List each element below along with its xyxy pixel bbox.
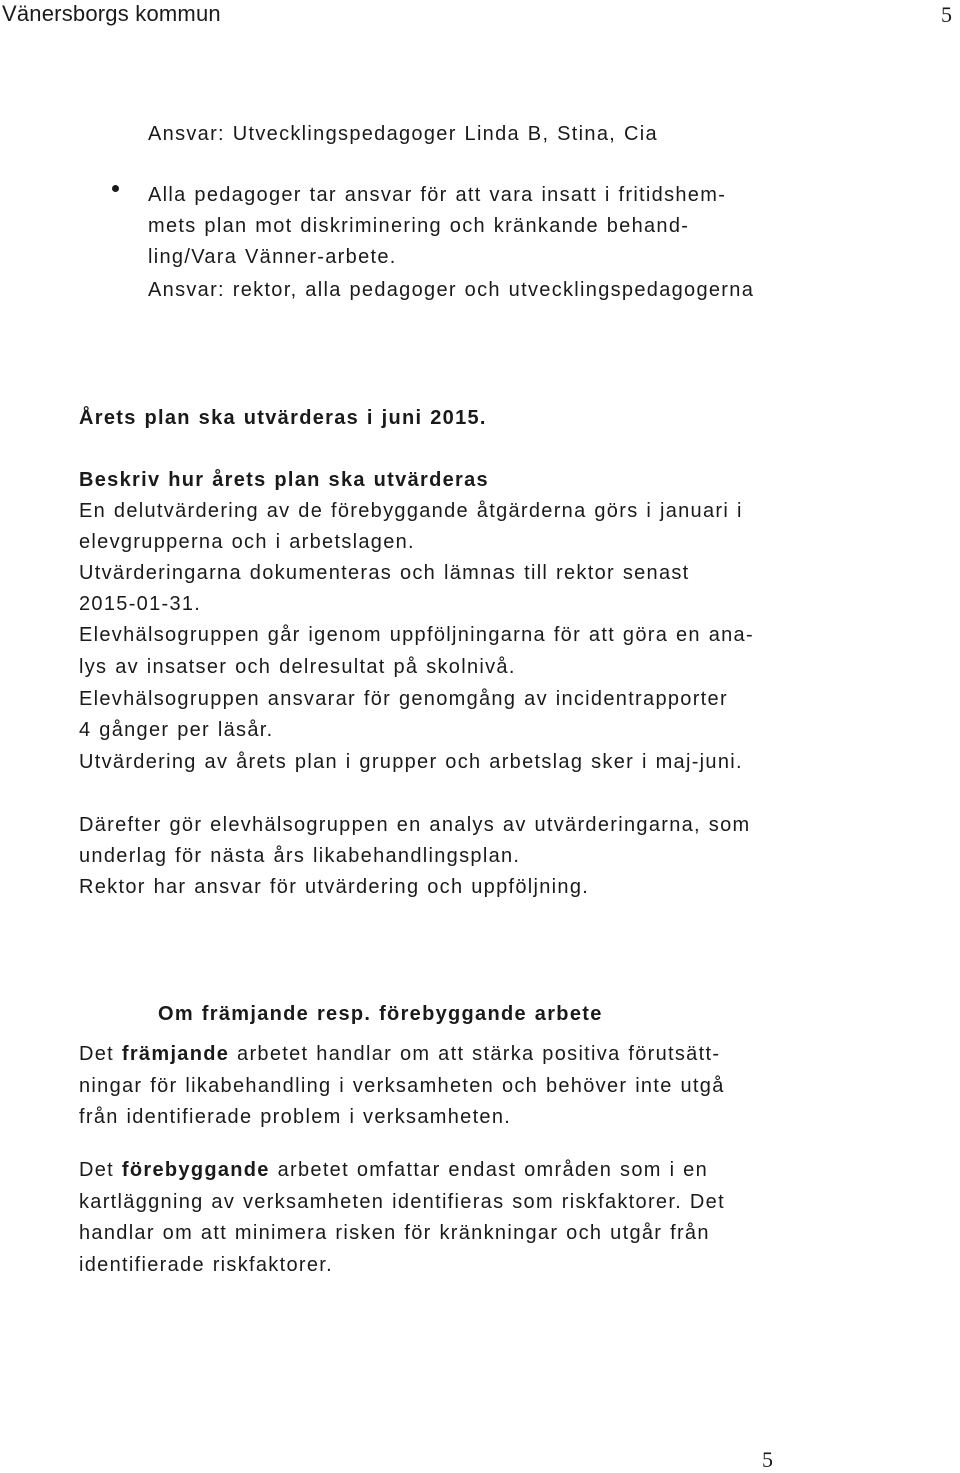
bullet-line-4: Ansvar: rektor, alla pedagoger och utvecklingspedagogerna [148,279,755,301]
followup-line: Därefter gör elevhälsogruppen en analys av utvärderingarna, som [79,814,751,836]
text-segment: Det [79,1159,122,1181]
emphasis-promoting: främjande [121,1043,230,1065]
evaluation-line: Elevhälsogruppen går igenom uppföljningarna för att göra en ana- [79,624,754,646]
evaluation-line: Utvärdering av årets plan i grupper och arbetslag sker i maj-juni. [79,751,743,773]
responsibility-line: Ansvar: Utvecklingspedagoger Linda B, Stina, Cia [148,123,658,145]
promotion-para2-line3: handlar om att minimera risken för kränkningar och utgår från [79,1222,710,1244]
promotion-para2-line4: identifierade riskfaktorer. [79,1254,333,1276]
footer-page-number: 5 [762,1447,773,1472]
promotion-para2-line1 [79,1155,708,1185]
bullet-line-1: Alla pedagoger tar ansvar för att vara insatt i fritidshem- [148,184,727,206]
evaluation-date: Årets plan ska utvärderas i juni 2015. [79,407,487,429]
evaluation-line: Elevhälsogruppen ansvarar för genomgång av incidentrapporter [79,688,728,710]
text-segment: Det [79,1043,122,1065]
evaluation-heading: Beskriv hur årets plan ska utvärderas [79,469,489,491]
followup-line: Rektor har ansvar för utvärdering och uppföljning. [79,876,590,898]
evaluation-line: 4 gånger per läsår. [79,719,274,741]
evaluation-line: Utvärderingarna dokumenteras och lämnas till rektor senast [79,562,690,584]
followup-line: underlag för nästa års likabehandlingsplan. [79,845,521,867]
promotion-para1-line3: från identifierade problem i verksamheten. [79,1106,512,1128]
evaluation-line: 2015-01-31. [79,593,202,615]
promotion-para2-line2: kartläggning av verksamheten identifieras som riskfaktorer. Det [79,1191,725,1213]
text-segment: arbetet omfattar endast områden som i en [269,1159,709,1181]
text-segment: arbetet handlar om att stärka positiva förutsätt- [229,1043,721,1065]
evaluation-line: lys av insatser och delresultat på skolnivå. [79,656,516,678]
bullet-icon [112,185,119,192]
evaluation-line: elevgrupperna och i arbetslagen. [79,531,415,553]
emphasis-preventive: förebyggande [121,1159,270,1181]
bullet-line-3: ling/Vara Vänner-arbete. [148,246,397,268]
promotion-para1-line1 [79,1039,720,1069]
bullet-line-2: mets plan mot diskriminering och kränkande behand- [148,215,690,237]
header-organization: Vänersborgs kommun [2,1,221,26]
header-page-number: 5 [941,2,952,27]
promotion-para1-line2: ningar för likabehandling i verksamheten och behöver inte utgå [79,1075,725,1097]
promotion-heading: Om främjande resp. förebyggande arbete [158,1003,603,1025]
evaluation-line: En delutvärdering av de förebyggande åtgärderna görs i januari i [79,500,743,522]
